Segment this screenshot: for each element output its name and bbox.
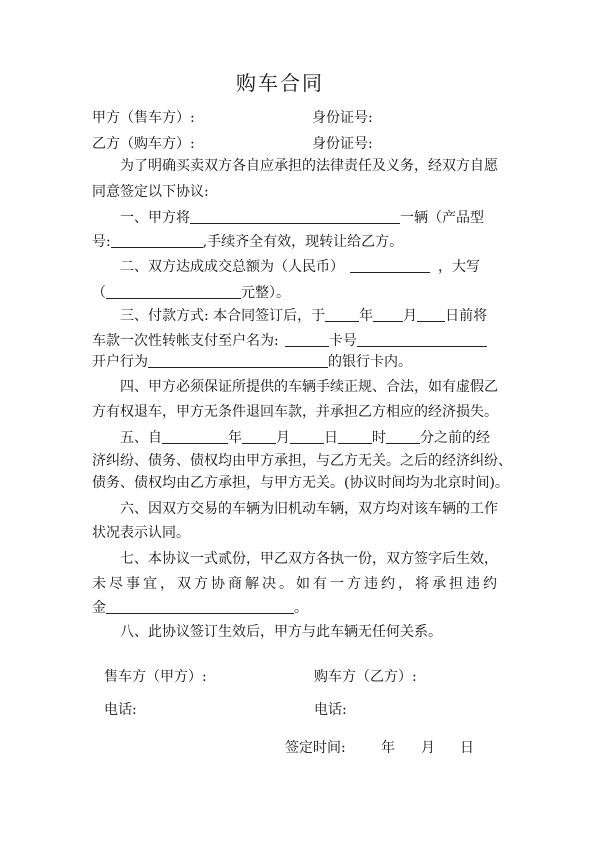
clause-2-line-1 bbox=[120, 257, 520, 276]
clause-3-line-1 bbox=[120, 306, 520, 325]
from-hour-blank[interactable] bbox=[338, 428, 372, 444]
party-b-label: 乙方（购车方）: bbox=[92, 136, 195, 152]
clause-5-line-3: 债务、债权均由乙方承担，与甲方无关。(协议时间均为北京时间)。 bbox=[92, 475, 509, 491]
clause-3-text-c: 开户行为 bbox=[92, 354, 148, 370]
intro-line-2: 同意签定以下协议: bbox=[92, 184, 209, 200]
clause-1-text-a: 一、甲方将 bbox=[120, 210, 190, 226]
page-title: 购车合同 bbox=[236, 71, 324, 95]
clause-4-line-1: 四、甲方必须保证所提供的车辆手续正规、合法，如有虚假乙 bbox=[120, 379, 498, 395]
clause-3-card: 卡号 bbox=[328, 333, 357, 349]
clause-2-text-b: ，大写 bbox=[438, 259, 480, 275]
amount-words-blank[interactable] bbox=[106, 283, 241, 299]
clause-3-day: 日前将 bbox=[445, 308, 488, 324]
party-a-id-label: 身份证号: bbox=[312, 110, 373, 126]
clause-8: 八、此协议签订生效后，甲方与此车辆无任何关系。 bbox=[120, 624, 442, 640]
from-day-blank[interactable] bbox=[290, 428, 324, 444]
clause-7-line-1: 七、本协议一式贰份，甲乙双方各执一份，双方签字后生效， bbox=[120, 551, 498, 567]
intro-line-1: 为了明确买卖双方各自应承担的法律责任及义务，经双方自愿 bbox=[120, 158, 498, 174]
model-blank[interactable] bbox=[111, 232, 203, 248]
clause-1-text-d: ,手续齐全有效，现转让给乙方。 bbox=[202, 234, 404, 250]
pay-month-blank[interactable] bbox=[373, 306, 403, 322]
clause-7-line-3 bbox=[92, 598, 512, 617]
clause-5-text-a: 五、自 bbox=[120, 430, 162, 446]
clause-1-line-2 bbox=[92, 232, 512, 251]
clause-6-line-2: 状况表示认同。 bbox=[92, 525, 190, 541]
clause-5-minute: 分之前的经 bbox=[420, 430, 490, 446]
buyer-signature-label: 购车方（乙方）: bbox=[314, 669, 417, 685]
clause-1-text-b: 一辆（产品型 bbox=[400, 210, 484, 226]
clause-3-text-a: 三、付款方式: 本合同签订后，于 bbox=[120, 308, 326, 324]
party-b-id-label: 身份证号: bbox=[312, 136, 373, 152]
from-year-blank[interactable] bbox=[162, 428, 228, 444]
pay-day-blank[interactable] bbox=[417, 306, 445, 322]
clause-3-month: 月 bbox=[403, 308, 418, 324]
from-month-blank[interactable] bbox=[242, 428, 276, 444]
sign-year-label: 年 bbox=[381, 740, 395, 756]
clause-5-year: 年 bbox=[228, 430, 242, 446]
buyer-phone-label: 电话: bbox=[314, 702, 347, 718]
clause-2-text-d: 元整）。 bbox=[241, 285, 290, 301]
account-name-blank[interactable] bbox=[285, 331, 329, 347]
sign-day-label: 日 bbox=[460, 740, 474, 756]
clause-2-text-a: 二、双方达成成交总额为（人民币） bbox=[120, 259, 344, 275]
clause-5-line-1 bbox=[120, 428, 520, 447]
pay-year-blank[interactable] bbox=[325, 306, 359, 322]
penalty-blank[interactable] bbox=[106, 598, 294, 614]
clause-7-text-d: 。 bbox=[294, 600, 308, 616]
clause-1-line-1 bbox=[120, 208, 520, 227]
clause-5-day: 日 bbox=[324, 430, 338, 446]
clause-3-text-b: 车款一次性转帐支付至户名为: bbox=[92, 333, 279, 349]
party-a-label: 甲方（售车方）: bbox=[92, 110, 195, 126]
card-number-blank[interactable] bbox=[357, 331, 487, 347]
amount-blank[interactable] bbox=[350, 257, 430, 273]
clause-3-text-d: 的银行卡内。 bbox=[328, 354, 412, 370]
clause-5-hour: 时 bbox=[372, 430, 386, 446]
bank-blank[interactable] bbox=[148, 352, 328, 368]
clause-2-line-2 bbox=[92, 283, 512, 302]
sign-time-label: 签定时间: bbox=[285, 740, 346, 756]
sign-month-label: 月 bbox=[421, 740, 435, 756]
vehicle-blank[interactable] bbox=[190, 208, 400, 224]
seller-signature-label: 售车方（甲方）: bbox=[104, 669, 207, 685]
from-minute-blank[interactable] bbox=[386, 428, 420, 444]
clause-3-year: 年 bbox=[359, 308, 374, 324]
clause-7-line-2: 未尽事宜，双方协商解决。如有一方违约，将承担违约 bbox=[92, 576, 500, 592]
clause-3-line-3 bbox=[92, 352, 512, 371]
clause-2-text-c: （ bbox=[92, 285, 106, 301]
clause-6-line-1: 六、因双方交易的车辆为旧机动车辆，双方均对该车辆的工作 bbox=[120, 501, 498, 517]
clause-1-text-c: 号: bbox=[92, 234, 111, 250]
seller-phone-label: 电话: bbox=[104, 702, 137, 718]
clause-5-month: 月 bbox=[276, 430, 290, 446]
clause-3-line-2 bbox=[92, 331, 512, 350]
clause-4-line-2: 方有权退车，甲方无条件退回车款，并承担乙方相应的经济损失。 bbox=[92, 404, 498, 420]
clause-5-line-2: 济纠纷、债务、债权均由甲方承担，与乙方无关。之后的经济纠纷、 bbox=[92, 453, 512, 469]
clause-7-text-c: 金 bbox=[92, 600, 106, 616]
